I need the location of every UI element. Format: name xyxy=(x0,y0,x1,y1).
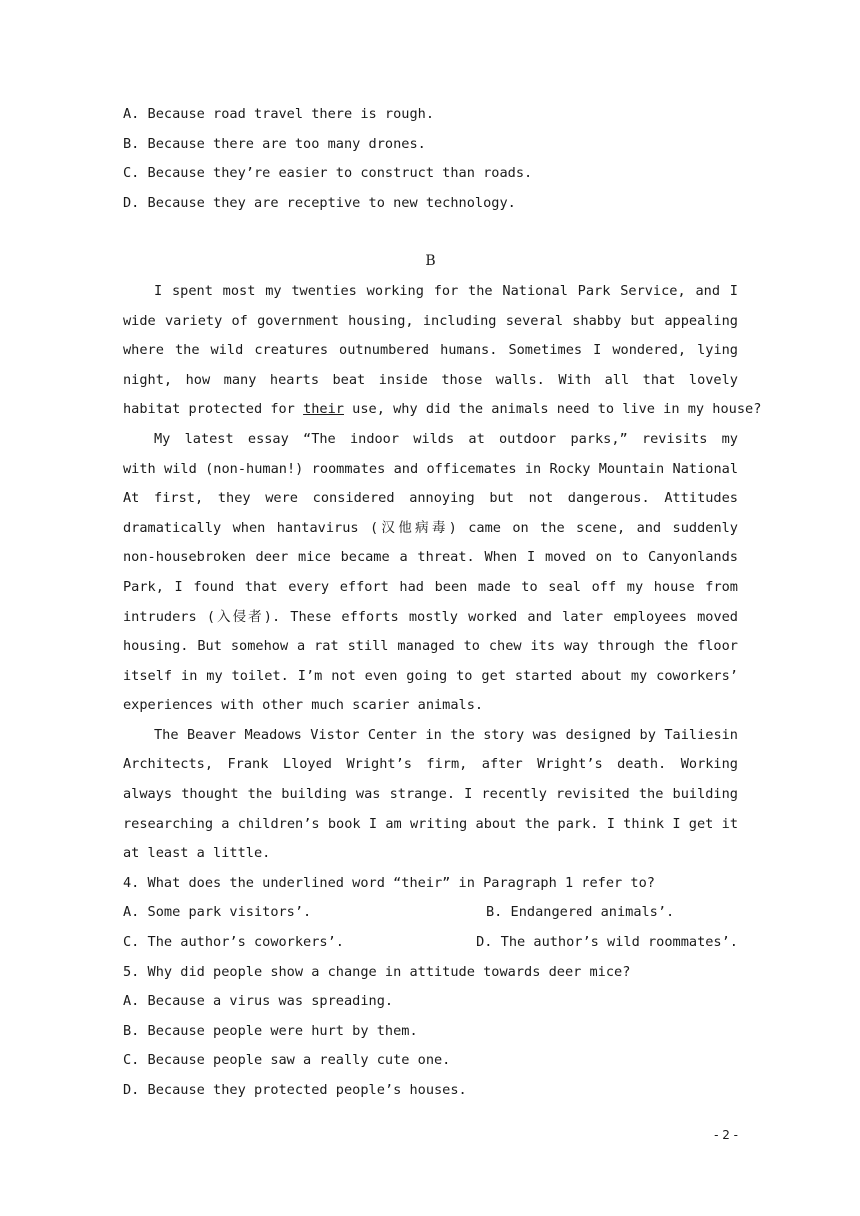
passage-text: use, why did the animals need to live in my house? xyxy=(343,401,762,418)
passage-line: night, how many hearts beat inside those walls. With all that lovely xyxy=(123,371,738,388)
passage-line: housing. But somehow a rat still managed to chew its way through the floor xyxy=(123,638,738,655)
passage-line: where the wild creatures outnumbered humans. Sometimes I wondered, lying xyxy=(123,342,738,359)
passage-line: non-housebroken deer mice became a threat. When I moved on to Canyonlands xyxy=(123,549,738,566)
q4-option-a: A. Some park visitors’. xyxy=(123,904,312,921)
passage-line: intruders (入侵者). These efforts mostly worked and later employees moved xyxy=(123,608,738,625)
passage xyxy=(123,277,762,869)
q4-option-d: D. The author’s wild roommates’. xyxy=(476,934,738,951)
q4-option-c: C. The author’s coworkers’. xyxy=(123,934,344,951)
passage-line: at least a little. xyxy=(123,845,271,862)
q5-option-a: A. Because a virus was spreading. xyxy=(123,993,394,1010)
q4-stem: 4. What does the underlined word “their” in Paragraph 1 refer to? xyxy=(123,874,655,891)
passage-line: My latest essay “The indoor wilds at outdoor parks,” revisits my xyxy=(154,430,738,447)
q3-options xyxy=(123,100,738,218)
question-5 xyxy=(123,958,738,1106)
q3-option-a: A. Because road travel there is rough. xyxy=(123,106,434,122)
q5-option-c: C. Because people saw a really cute one. xyxy=(123,1052,451,1069)
section-title: B xyxy=(425,253,436,270)
passage-line: Architects, Frank Lloyed Wright’s firm, after Wright’s death. Working xyxy=(123,756,738,773)
passage-text: habitat protected for xyxy=(123,401,304,418)
q3-option-c: C. Because they’re easier to construct than roads. xyxy=(123,165,533,182)
passage-line: Park, I found that every effort had been made to seal off my house from xyxy=(123,578,738,595)
passage-line xyxy=(123,395,762,425)
q4-options-row-1 xyxy=(123,898,738,928)
passage-line: always thought the building was strange. I recently revisited the building xyxy=(123,786,738,803)
page-number: - 2 - xyxy=(714,1128,738,1142)
q4-options-row-2 xyxy=(123,928,738,958)
document-page xyxy=(123,100,762,1106)
q5-option-d: D. Because they protected people’s houses. xyxy=(123,1082,467,1098)
q5-option-b: B. Because people were hurt by them. xyxy=(123,1022,418,1039)
question-4 xyxy=(123,869,738,958)
passage-line: The Beaver Meadows Vistor Center in the story was designed by Tailiesin xyxy=(154,726,738,743)
passage-line: experiences with other much scarier animals. xyxy=(123,697,484,714)
passage-line: with wild (non-human!) roommates and officemates in Rocky Mountain National xyxy=(123,460,738,477)
passage-line: researching a children’s book I am writing about the park. I think I get it xyxy=(123,815,738,832)
passage-line: I spent most my twenties working for the National Park Service, and I xyxy=(154,282,738,299)
passage-line: At first, they were considered annoying but not dangerous. Attitudes xyxy=(123,490,738,507)
q3-option-b: B. Because there are too many drones. xyxy=(123,135,426,152)
q5-stem: 5. Why did people show a change in attitude towards deer mice? xyxy=(123,963,631,980)
passage-line: dramatically when hantavirus (汉他病毒) came on the scene, and suddenly xyxy=(123,519,738,536)
passage-line: wide variety of government housing, including several shabby but appealing xyxy=(123,312,738,329)
q3-option-d: D. Because they are receptive to new technology. xyxy=(123,194,516,211)
q4-option-b: B. Endangered animals’. xyxy=(486,904,675,921)
passage-line: itself in my toilet. I’m not even going to get started about my coworkers’ xyxy=(123,667,738,684)
underlined-word: their xyxy=(303,401,344,418)
